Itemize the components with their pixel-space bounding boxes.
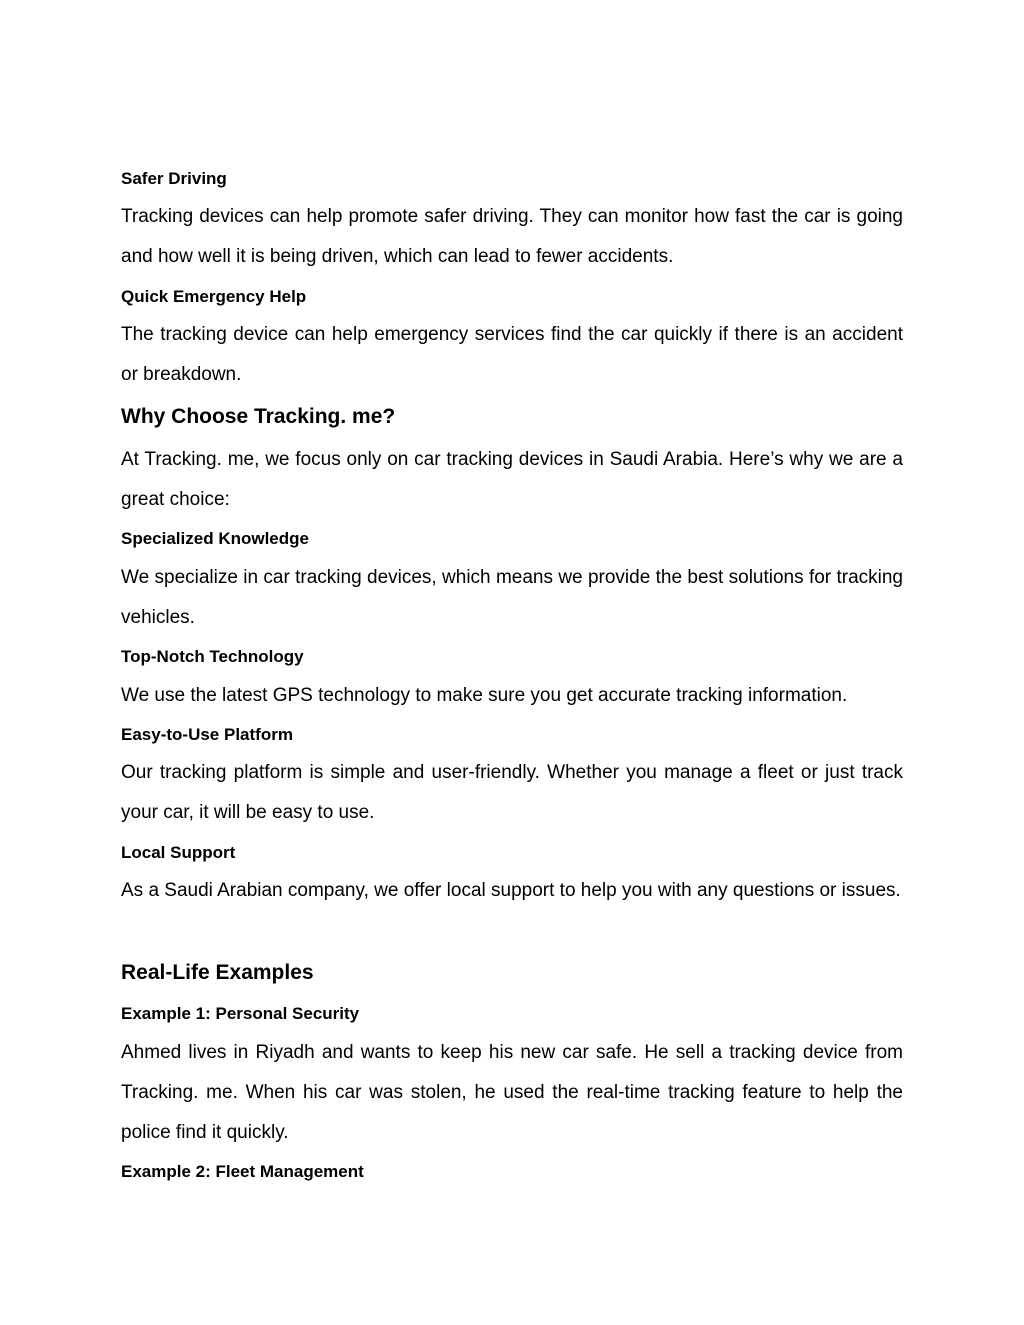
paragraph-safer-driving: Tracking devices can help promote safer driving. They can monitor how fast the car is going and how well it is being driven, which can lead to fewer accidents. bbox=[121, 206, 903, 267]
heading-example-1: Example 1: Personal Security bbox=[121, 1004, 360, 1023]
heading-specialized-knowledge: Specialized Knowledge bbox=[121, 529, 309, 548]
heading-top-notch-technology: Top-Notch Technology bbox=[121, 647, 304, 666]
heading-local-support: Local Support bbox=[121, 843, 236, 862]
paragraph-why-choose: At Tracking. me, we focus only on car tracking devices in Saudi Arabia. Here’s why we are a great choice: bbox=[121, 449, 903, 510]
paragraph-local-support: As a Saudi Arabian company, we offer local support to help you with any questions or issues. bbox=[121, 880, 901, 901]
paragraph-example-1: Ahmed lives in Riyadh and wants to keep his new car safe. He sell a tracking device from Tracking. me. When his car was stolen, he used the real-time tracking feature to help the police find it quickly. bbox=[121, 1042, 903, 1143]
heading-real-life-examples: Real-Life Examples bbox=[121, 961, 314, 984]
heading-safer-driving: Safer Driving bbox=[121, 169, 227, 188]
paragraph-specialized-knowledge: We specialize in car tracking devices, which means we provide the best solutions for tracking vehicles. bbox=[121, 567, 903, 628]
paragraph-top-notch-technology: We use the latest GPS technology to make sure you get accurate tracking information. bbox=[121, 685, 848, 706]
heading-quick-emergency-help: Quick Emergency Help bbox=[121, 287, 307, 306]
paragraph-easy-to-use-platform: Our tracking platform is simple and user-friendly. Whether you manage a fleet or just track your car, it will be easy to use. bbox=[121, 762, 903, 823]
heading-why-choose: Why Choose Tracking. me? bbox=[121, 405, 396, 428]
heading-easy-to-use-platform: Easy-to-Use Platform bbox=[121, 725, 293, 744]
paragraph-quick-emergency-help: The tracking device can help emergency services find the car quickly if there is an accident or breakdown. bbox=[121, 324, 903, 385]
heading-example-2: Example 2: Fleet Management bbox=[121, 1162, 364, 1181]
